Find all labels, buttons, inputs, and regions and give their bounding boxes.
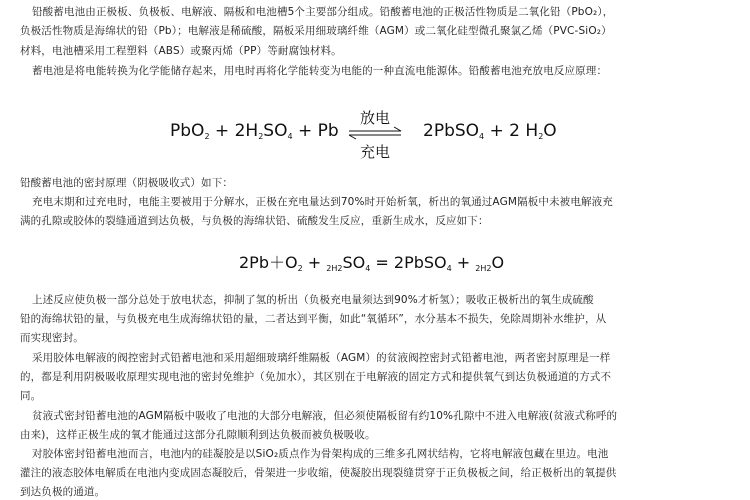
intro-line-2: 负极活性物质是海绵状的铅（Pb）；电解液是稀硫酸，隔板采用细玻璃纤维（AGM）或二氧化硅型微孔聚氯乙烯（PVC-SiO₂）	[20, 25, 612, 37]
tail-line-8: 由来)，这样正极生成的氧才能通过这部分孔隙顺利到达负极而被负极吸收。	[20, 429, 376, 441]
tail-line-5: 的，都是利用阴极吸收原理实现电池的密封免维护（免加水），其区别在于电解液的固定方式和提供氧气到达负极通道的方式不	[20, 371, 612, 383]
intro-line-4: 蓄电池是将电能转换为化学能储存起来，用电时再将化学能转变为电能的一种直流电能源体。铅酸蓄电池充放电反应原理：	[32, 65, 608, 77]
charge-label: 充电	[359, 143, 390, 161]
tail-line-11: 到达负极的通道。	[20, 486, 106, 498]
discharge-label: 放电	[359, 109, 390, 127]
intro-line-3: 材料，电池槽采用工程塑料（ABS）或聚丙烯（PP）等耐腐蚀材料。	[20, 45, 342, 57]
tail-line-10: 灌注的液态胶体电解质在电池内变成固态凝胶后，骨架进一步收缩，使凝胶出现裂缝贯穿于正负极板之间，给正极析出的氧提供	[20, 467, 617, 479]
tail-line-3: 而实现密封。	[20, 332, 84, 344]
tail-line-2: 铅的海绵状铅的量，与负极充电生成海绵状铅的量，二者达到平衡，如此“氧循环”，水分基本不损失，免除周期补水维护，从	[20, 313, 607, 325]
tail-line-4: 采用胶体电解液的阀控密封式铅蓄电池和采用超细玻璃纤维隔板（AGM）的贫液阀控密封式铅蓄电池，两者密封原理是一样	[32, 352, 611, 364]
tail-line-9: 对胶体密封铅蓄电池而言，电池内的硅凝胶是以SiO₂质点作为骨架构成的三维多孔网状结构，它将电解液包藏在里边。电池	[32, 448, 609, 460]
sealing-heading: 铅酸蓄电池的密封原理（阴极吸收式）如下：	[20, 177, 233, 189]
tail-line-6: 同。	[20, 390, 42, 402]
tail-line-1: 上述反应使负极一部分总处于放电状态，抑制了氢的析出（负极充电量须达到90%才析氢）；吸收正极析出的氧生成硫酸	[32, 294, 594, 306]
tail-line-7: 贫液式密封铅蓄电池的AGM隔板中吸收了电池的大部分电解液，但必须使隔板留有约10%孔隙中不进入电解液(贫液式称呼的	[32, 410, 618, 422]
equation-products: 2PbSO$_4$ + 2 $H_2O$	[423, 121, 557, 141]
intro-line-1: 铅酸蓄电池由正极板、负极板、电解液、隔板和电池槽5个主要部分组成。铅酸蓄电池的正极活性物质是二氧化铅（PbO₂），	[32, 6, 614, 18]
equation-reactants: $PbO_2 + 2H_2SO_4 + Pb$	[170, 121, 339, 141]
sealing-line-2: 满的孔隙或胶体的裂缝通道到达负极，与负极的海绵状铅、硫酸发生反应，重新生成水，反应如下：	[20, 215, 489, 227]
reversible-arrow	[345, 107, 405, 159]
oxygen-cycle-equation: $2Pb+O_2 + _{2H2}SO_4$ = 2PbSO$_4$ + $_{2H2}$O	[239, 253, 505, 273]
sealing-line-1: 充电末期和过充电时，电能主要被用于分解水，正极在充电量达到70%时开始析氧，析出的氧通过AGM隔板中未被电解液充	[32, 196, 613, 208]
